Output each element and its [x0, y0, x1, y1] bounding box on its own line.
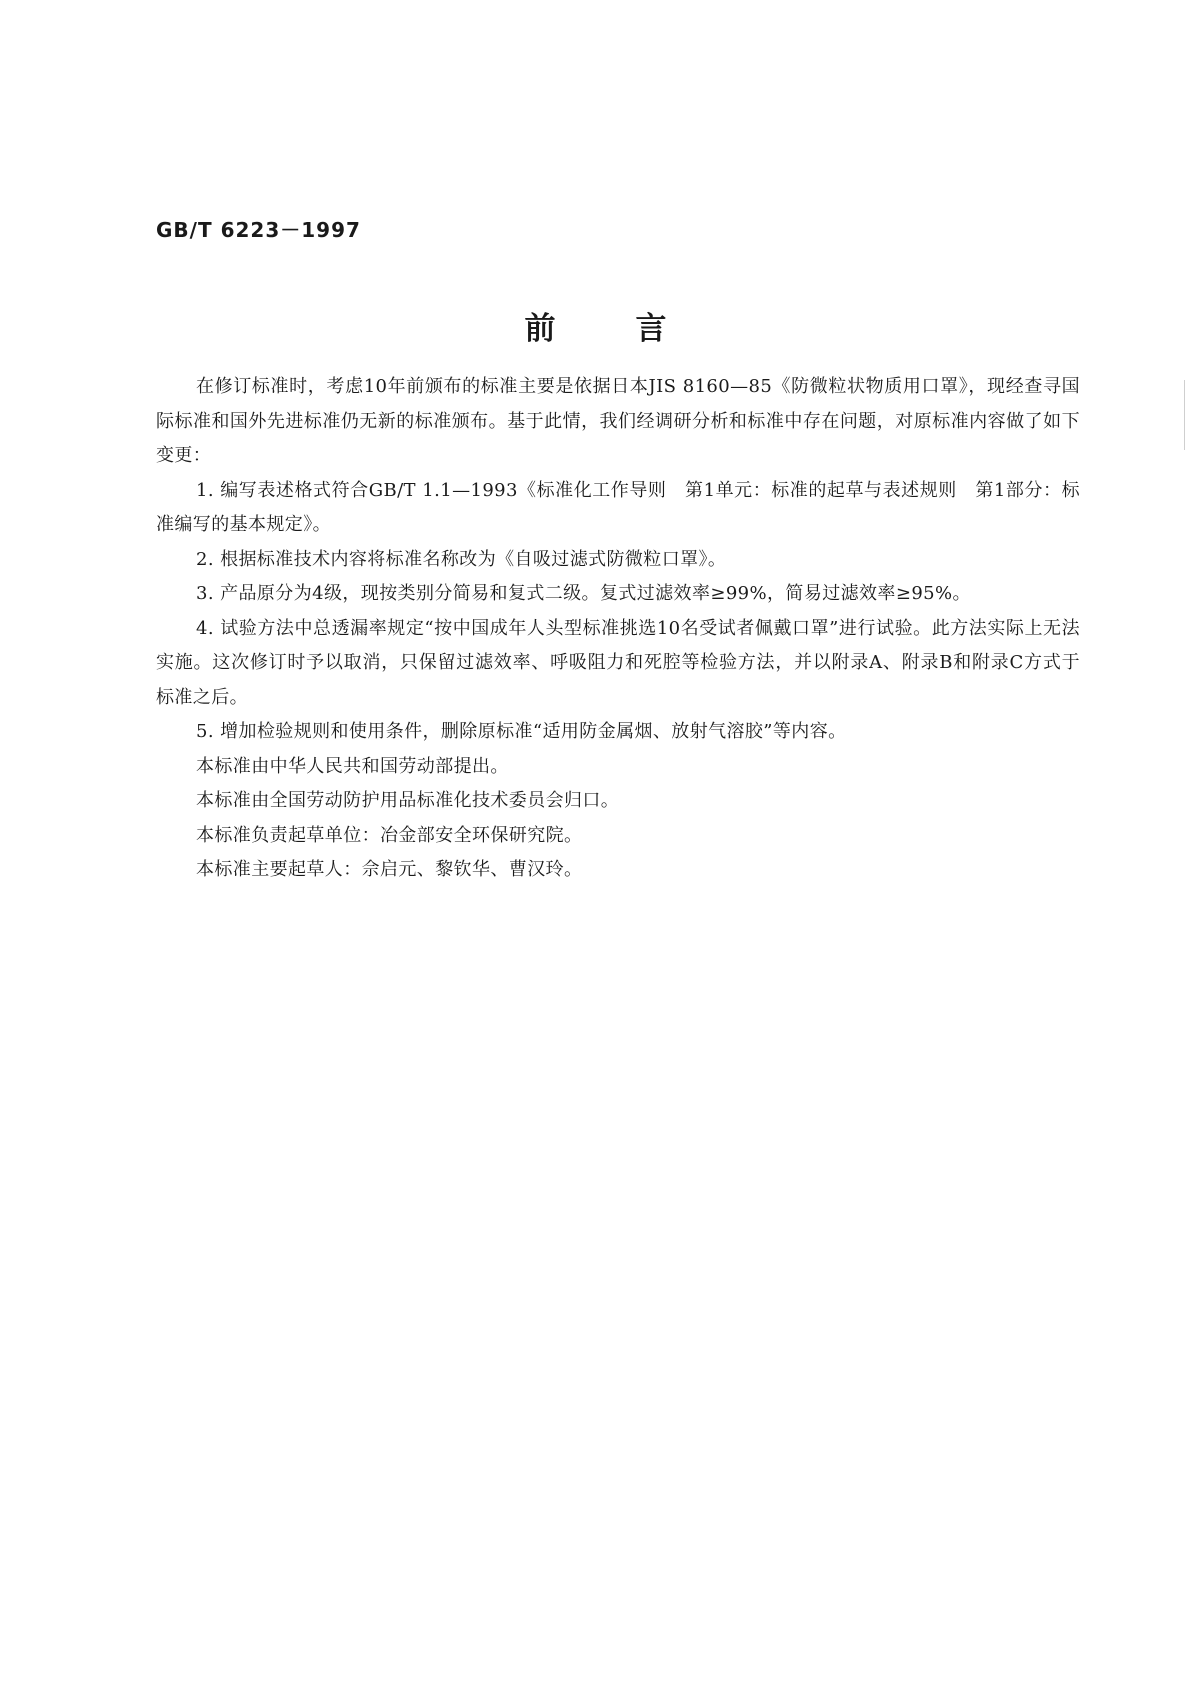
- change-item-3: 3. 产品原分为4级，现按类别分简易和复式二级。复式过滤效率≥99%，简易过滤效率≥95%。: [196, 583, 971, 604]
- scan-edge-mark: [1184, 380, 1185, 450]
- foreword-body: [156, 370, 1080, 888]
- committee-statement: 本标准由全国劳动防护用品标准化技术委员会归口。: [196, 790, 620, 811]
- change-item-4: 4. 试验方法中总透漏率规定“按中国成年人头型标准挑选10名受试者佩戴口罩”进行试验。此方法实际上无法实施。这次修订时予以取消，只保留过滤效率、呼吸阻力和死腔等检验方法，并以附录A、附录B和附录C方式于标准之后。: [156, 617, 1080, 708]
- standard-number: GB/T 6223－1997: [156, 218, 361, 242]
- drafting-unit-statement: 本标准负责起草单位：冶金部安全环保研究院。: [196, 824, 583, 846]
- proposer-statement: 本标准由中华人民共和国劳动部提出。: [196, 755, 509, 777]
- change-item-1: 1. 编写表述格式符合GB/T 1.1—1993《标准化工作导则 第1单元：标准的起草与表述规则 第1部分：标准编写的基本规定》。: [156, 479, 1080, 535]
- intro-paragraph: 在修订标准时，考虑10年前颁布的标准主要是依据日本JIS 8160—85《防微粒状物质用口罩》，现经查寻国际标准和国外先进标准仍无新的标准颁布。基于此情，我们经调研分析和标准中存在问题，对原标准内容做了如下变更：: [156, 376, 1080, 466]
- change-item-5: 5. 增加检验规则和使用条件，删除原标准“适用防金属烟、放射气溶胶”等内容。: [196, 721, 847, 742]
- change-item-2: 2. 根据标准技术内容将标准名称改为《自吸过滤式防微粒口罩》。: [196, 548, 727, 570]
- page-title: 前言: [524, 311, 747, 347]
- drafters-statement: 本标准主要起草人：佘启元、黎钦华、曹汉玲。: [196, 859, 583, 880]
